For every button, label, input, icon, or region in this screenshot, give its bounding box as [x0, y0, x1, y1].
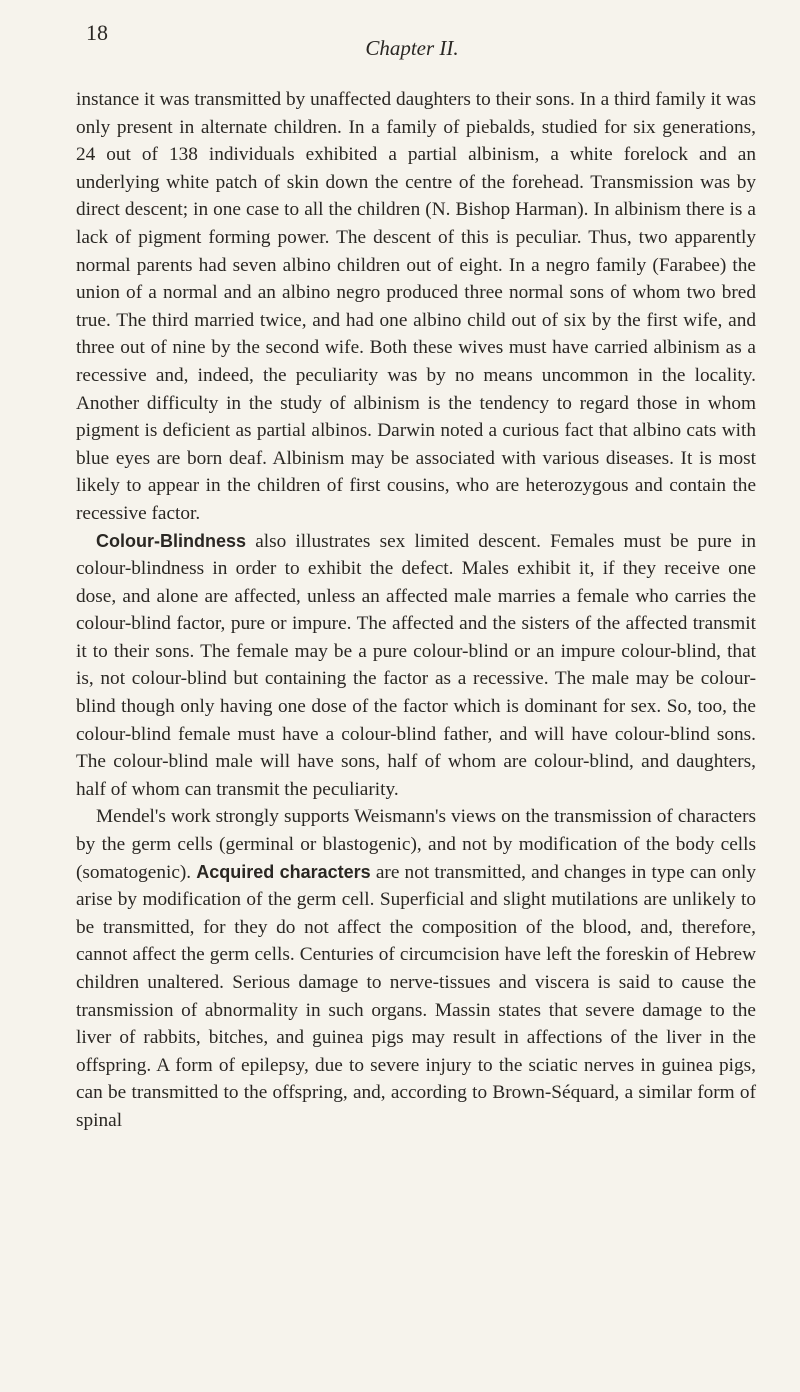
body-text [76, 86, 756, 1135]
inline-heading-colour-blindness: Colour-Blindness [96, 530, 247, 551]
paragraph-acquired-text: are not transmitted, and changes in type can only arise by modification of the germ cell. Superficial and slight mutilations are unlikely to be transmitted, for they do not affect the composition of the blood, and, therefore, cannot affect the germ cells. Centuries of circumcision have left the foreskin of Hebrew children unaltered. Serious damage to nerve-tissues and viscera is said to cause the transmission of abnormality in such organs. Massin states that severe damage to the liver of rabbits, bitches, and guinea pigs may result in affections of the liver in the offspring. A form of epilepsy, due to severe injury to the sciatic nerves in guinea pigs, can be transmitted to the offspring, and, according to Brown-Séquard, a similar form of spinal [76, 861, 757, 1131]
page-header [86, 14, 738, 60]
page-number: 18 [86, 20, 108, 45]
inline-heading-acquired-characters: Acquired characters [196, 861, 371, 882]
running-head: Chapter II. [365, 36, 459, 60]
paragraph-acquired-intro: Mendel's work strongly supports Weismann's views on the transmission of characters by the germ cells (germinal or blastogenic), and not by modification of the body cells (somatogenic). [76, 806, 756, 883]
paragraph-colour-blindness [76, 528, 756, 804]
paragraph-colour-blindness-text: also illustrates sex limited descent. Females must be pure in colour-blindness in order to exhibit the defect. Males exhibit it, if they receive one dose, and alone are affected, unless an affected male marries a female who carries the colour-blind factor, pure or impure. The affected and the sisters of the affected transmit it to their sons. The female may be a pure colour-blind or an impure colour-blind, that is, not colour-blind but containing the factor as a recessive. The male may be colour-blind though only having one dose of the factor which is dominant for sex. So, too, the colour-blind female must have a colour-blind father, and will have colour-blind sons. The colour-blind male will have sons, half of whom are colour-blind, and daughters, half of whom can transmit the peculiarity. [76, 530, 756, 800]
paragraph-acquired-characters [76, 803, 756, 1134]
paragraph-albinism: instance it was transmitted by unaffected daughters to their sons. In a third family it was only present in alternate children. In a family of piebalds, studied for six generations, 24 out of 138 individuals exhibited a partial albinism, a white forelock and an underlying white patch of skin down the centre of the forehead. Transmission was by direct descent; in one case to all the children (N. Bishop Harman). In albinism there is a lack of pigment forming power. The descent of this is peculiar. Thus, two apparently normal parents had seven albino children out of eight. In a negro family (Farabee) the union of a normal and an albino negro produced three normal sons of whom two bred true. The third married twice, and had one albino child out of six by the first wife, and three out of nine by the second wife. Both these wives must have carried albinism as a recessive and, indeed, the peculiarity was by no means uncommon in the locality. Another difficulty in the study of albinism is the tendency to regard those in whom pigment is deficient as partial albinos. Darwin noted a curious fact that albino cats with blue eyes are born deaf. Albinism may be associated with various diseases. It is most likely to appear in the children of first cousins, who are heterozygous and contain the recessive factor. [76, 89, 756, 524]
